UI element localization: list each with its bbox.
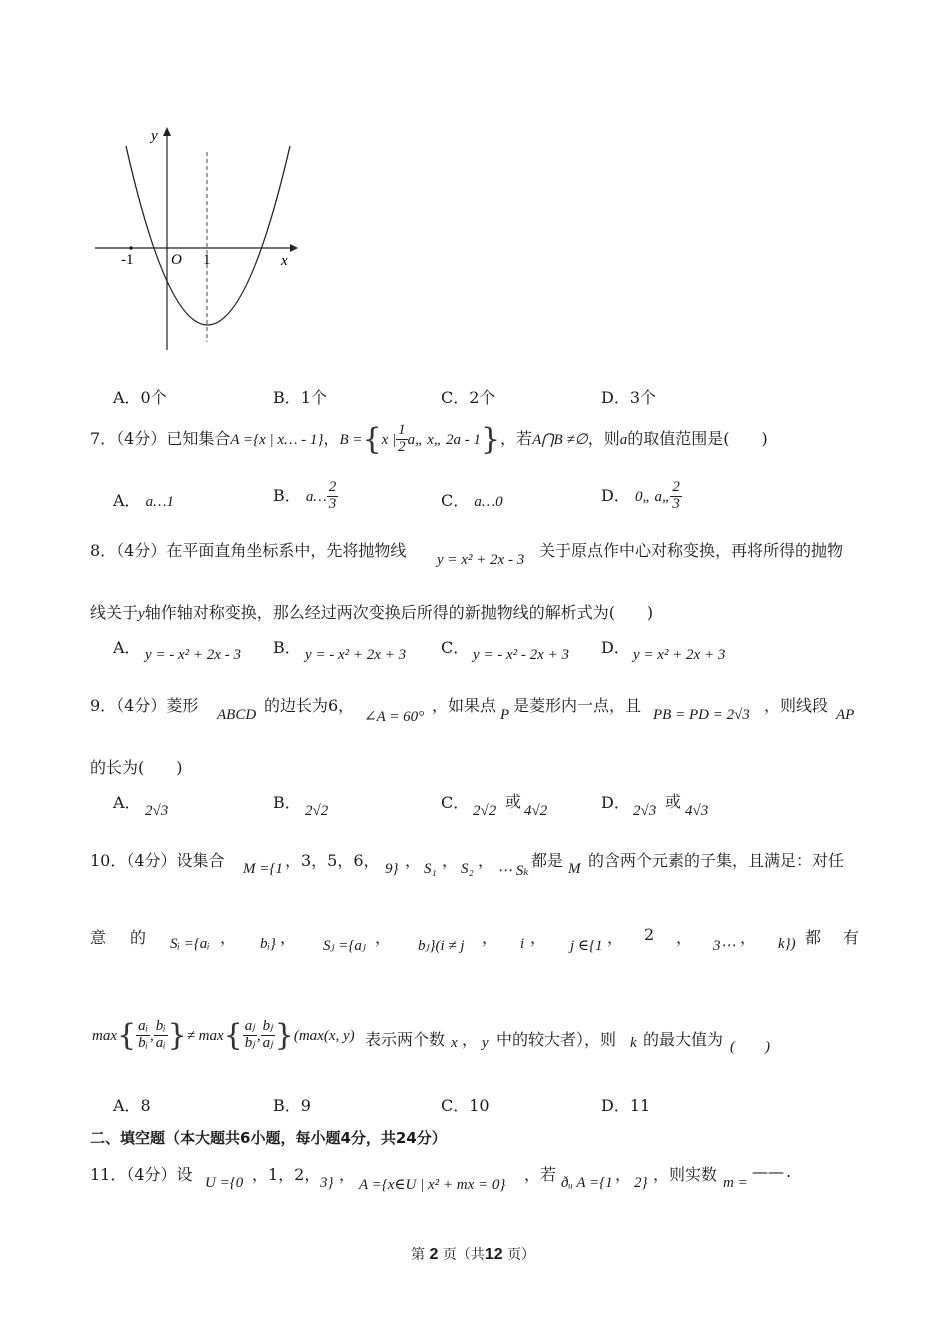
q8-line2-b: 轴作轴对称变换，那么经过两次变换后所得的新抛物线的解析式为( ) (144, 603, 654, 622)
q11-d: ，则实数 (653, 1165, 718, 1184)
q9-option-d-or: 或 (665, 792, 682, 811)
q10-frac2-num: bᵢ (155, 1018, 166, 1035)
section-2-heading: 二、填空题（本大题共6小题，每小题4分，共24分） (90, 1129, 447, 1147)
point-neg1 (129, 246, 133, 250)
q8-option-a-label: A． (113, 638, 141, 657)
q7-a-label: A． (113, 491, 141, 510)
q10-brace1-open: { (117, 1018, 137, 1053)
q10-y: y (482, 1035, 489, 1051)
q10-option-d: D．11 (601, 1096, 651, 1115)
q8-line2-a: 线关于 (90, 603, 139, 622)
q9-option-c-math2: 4√2 (524, 803, 548, 819)
q7-c-label: C． (441, 491, 470, 510)
q9-ap: AP (836, 707, 855, 723)
q10-sep1: , (149, 1028, 154, 1044)
q10-frac3-den: bⱼ (244, 1035, 255, 1051)
q8-line1-b: 关于原点作中心对称变换，再将所得的抛物 (539, 541, 844, 560)
q8-option-c-label: C． (441, 638, 470, 657)
q11-c: ， (615, 1165, 632, 1184)
q10-l3-a: 表示两个数 (365, 1030, 446, 1049)
q10-frac4 (261, 1019, 275, 1052)
q10-s1: S₁ (424, 861, 437, 877)
q9-option-c-math1: 2√2 (473, 803, 497, 819)
q10-k2: k (630, 1035, 637, 1051)
q10-brace2-close: } (274, 1018, 294, 1053)
q6-option-b: B．1个 (273, 388, 327, 407)
q10-frac3-num: aⱼ (244, 1018, 255, 1035)
q11-blank: —— (752, 1162, 784, 1181)
q7-set-b-rest: a„ x„ 2a - 1 (407, 432, 481, 448)
q10-max-xy: (max(x, y) (293, 1028, 355, 1044)
q11-m: m = (723, 1175, 748, 1191)
q7-b-num: 2 (328, 479, 337, 495)
q7-stem-tail: 的取值范围是( ) (627, 429, 768, 448)
q10-frac4-num: bⱼ (262, 1018, 273, 1035)
q7-stem (90, 422, 768, 457)
q10-option-a: A．8 (113, 1096, 151, 1115)
q10-three: 3⋯ (713, 938, 736, 954)
q7-d-math: 0„ a„ (634, 488, 671, 505)
q10-l3-b: 中的较大者），则 (496, 1030, 617, 1049)
q10-two: 2 (644, 925, 655, 944)
q10-max-expression (92, 1018, 355, 1053)
q10-paren: ( ) (730, 1039, 770, 1055)
q7-d-fraction (670, 480, 682, 513)
q10-bj: bⱼ}(i ≠ j (418, 938, 465, 954)
q10-brace1-close: } (167, 1018, 187, 1053)
q10-nums: ，3，5，6， (285, 851, 380, 870)
q8-option-d-label: D． (601, 638, 630, 657)
q7-condition: A⋂B ≠∅ (532, 432, 588, 448)
q10-frac1-den: bᵢ (138, 1035, 148, 1051)
q10-neq-max: ≠ max (186, 1028, 224, 1044)
q7-a-math: a…1 (145, 494, 174, 510)
q7-stem-mid: ，若 (500, 429, 533, 448)
q9-b: 的边长为6， (264, 696, 355, 715)
q10-l3-comma: ， (462, 1030, 479, 1049)
q10-frac2-den: aᵢ (155, 1035, 166, 1051)
footer-pre: 第 (411, 1247, 425, 1263)
q10-max1: max (92, 1028, 117, 1044)
q7-set-b-lhs: B = (339, 432, 363, 448)
q10-sk: ⋯ Sₖ (497, 863, 529, 879)
q10-l3-c2: 的最大值为 (643, 1030, 724, 1049)
q9-option-a-math: 2√3 (145, 803, 169, 819)
q10-comma7: ， (482, 928, 499, 947)
q11-nums: ，1，2， (252, 1165, 321, 1184)
q7-b-den: 3 (328, 495, 337, 512)
q10-i: i (520, 936, 525, 952)
parabola-graph (90, 120, 300, 360)
q7-set-b-x: x | (381, 432, 397, 448)
q10-nine: 9} (385, 861, 399, 877)
q9-option-d-label: D． (601, 793, 630, 812)
x-axis-label: x (281, 253, 288, 269)
q10-l2-dou: 都 (805, 928, 822, 947)
q7-left-brace: { (362, 422, 382, 457)
q11-b: ，若 (524, 1165, 557, 1184)
q9-option-d-math1: 2√3 (633, 803, 657, 819)
q9-option-c-label: C． (441, 793, 470, 812)
q8-y-var: y (138, 606, 145, 622)
q9-p: P (500, 707, 510, 723)
q10-comma2: ， (442, 851, 459, 870)
q11-a-set: A ={x∈U | x² + mx = 0} (359, 1177, 506, 1193)
q9-c: ，如果点 (432, 696, 497, 715)
q6-option-d: D．3个 (601, 388, 657, 407)
q9-abcd: ABCD (217, 707, 257, 723)
footer-mid: 页（共 (442, 1247, 485, 1263)
q10-l2-yi: 意 (90, 928, 107, 947)
q7-var-a: a (619, 432, 628, 448)
q7-b-fraction (327, 480, 339, 513)
q9-option-b-label: B． (273, 793, 301, 812)
q8-option-a-math: y = - x² + 2x - 3 (145, 647, 241, 663)
q6-option-a: A．0个 (113, 388, 167, 407)
q8-parabola: y = x² + 2x - 3 (437, 552, 525, 568)
footer-page-number: 2 (429, 1246, 439, 1263)
q7-half-fraction (396, 423, 408, 456)
tick-1-label: 1 (203, 252, 211, 268)
q10-comma11: ， (740, 928, 757, 947)
q10-comma10: ， (676, 928, 693, 947)
q10-comma5: ， (280, 928, 297, 947)
q11-a: 11．（4分）设 (90, 1165, 193, 1184)
q10-comma1: ， (405, 851, 422, 870)
q11-three: 3} (320, 1175, 334, 1191)
q9-option-c-or: 或 (505, 792, 522, 811)
q10-comma6: ， (375, 928, 392, 947)
q10-option-c: C．10 (441, 1096, 490, 1115)
q9-line2: 的长为( ) (90, 758, 183, 777)
tick-neg1-label: -1 (121, 252, 134, 268)
q10-option-b: B．9 (273, 1096, 311, 1115)
q10-sj: Sⱼ ={aⱼ (323, 938, 366, 954)
q7-stem-end: ，则 (587, 429, 620, 448)
q10-x: x (451, 1035, 458, 1051)
q7-b-math: a… (305, 488, 327, 505)
q7-half-num: 1 (398, 422, 406, 439)
q10-comma4: ， (220, 928, 237, 947)
q10-frac1 (136, 1019, 150, 1052)
q9-angle: ∠A = 60° (364, 709, 425, 725)
q7-option-b (273, 480, 338, 513)
q7-c-math: a…0 (474, 494, 503, 510)
q10-brace2-open: { (223, 1018, 243, 1053)
q11-u: U ={0 (205, 1175, 244, 1191)
q9-d: 是菱形内一点，且 (513, 696, 642, 715)
q8-option-b-label: B． (273, 638, 301, 657)
q10-k: k}) (778, 936, 796, 952)
q6-option-c: C．2个 (441, 388, 496, 407)
q9-option-b-math: 2√2 (305, 803, 329, 819)
q10-m: M (568, 861, 581, 877)
q8-option-c-math: y = - x² - 2x + 3 (473, 647, 569, 663)
q11-dot: . (786, 1162, 792, 1181)
q8-option-b-math: y = - x² + 2x + 3 (305, 647, 407, 663)
page-footer (411, 1244, 535, 1264)
q8-line1-a: 8．（4分）在平面直角坐标系中，先将抛物线 (90, 541, 407, 560)
q11-complement: ðᵤ A ={1 (561, 1175, 613, 1191)
q8-option-d-math: y = x² + 2x + 3 (633, 647, 726, 663)
q7-option-d (601, 480, 682, 513)
q7-d-label: D． (601, 485, 630, 505)
q10-comma8: ， (530, 928, 547, 947)
x-axis-arrow (290, 244, 298, 252)
q8-line2 (90, 600, 653, 623)
q10-b: 都是 (531, 851, 564, 870)
q10-bi: bᵢ} (260, 936, 276, 952)
parabola-curve (126, 146, 290, 325)
q10-s2: S₂ (461, 861, 474, 877)
footer-post: 页） (507, 1247, 536, 1263)
q10-l2-you: 有 (843, 928, 860, 947)
q10-comma9: ， (607, 928, 624, 947)
q9-option-d-math2: 4√3 (685, 803, 709, 819)
q10-frac2 (154, 1019, 168, 1052)
q9-e: ，则线段 (764, 696, 829, 715)
q7-comma: ， (323, 429, 340, 448)
q10-si: Sᵢ ={aᵢ (170, 936, 210, 952)
q9-option-a-label: A． (113, 793, 141, 812)
footer-total-pages: 12 (484, 1246, 503, 1263)
q7-set-a: A ={x | x… - 1} (230, 432, 324, 448)
q9-condition: PB = PD = 2√3 (653, 707, 750, 723)
q7-b-label: B． (273, 485, 301, 505)
q10-l2-de: 的 (130, 928, 147, 947)
q10-m-set: M ={1 (243, 861, 283, 877)
q7-option-a (113, 488, 174, 511)
q10-j-in: j ∈{1 (570, 938, 603, 954)
origin-label: O (171, 252, 182, 268)
q7-right-brace: } (480, 422, 501, 457)
q7-half-den: 2 (398, 439, 406, 455)
q11-comma: ， (339, 1165, 356, 1184)
q10-sep2: , (256, 1028, 261, 1044)
q10-frac4-den: aⱼ (262, 1035, 273, 1051)
q10-a: 10．（4分）设集合 (90, 851, 225, 870)
q7-option-c (441, 488, 503, 511)
q10-comma3: ， (478, 851, 495, 870)
q10-frac3 (243, 1019, 257, 1052)
y-axis-arrow (163, 127, 171, 136)
q7-d-den: 3 (672, 495, 680, 512)
q10-c: 的含两个元素的子集，且满足：对任 (588, 851, 845, 870)
q9-a: 9．（4分）菱形 (90, 696, 199, 715)
q7-d-num: 2 (672, 479, 680, 495)
y-axis-label: y (151, 128, 158, 144)
q11-two: 2} (634, 1175, 648, 1191)
q7-stem-prefix: 7．（4分）已知集合 (90, 429, 231, 448)
q10-frac1-num: aᵢ (138, 1018, 148, 1035)
